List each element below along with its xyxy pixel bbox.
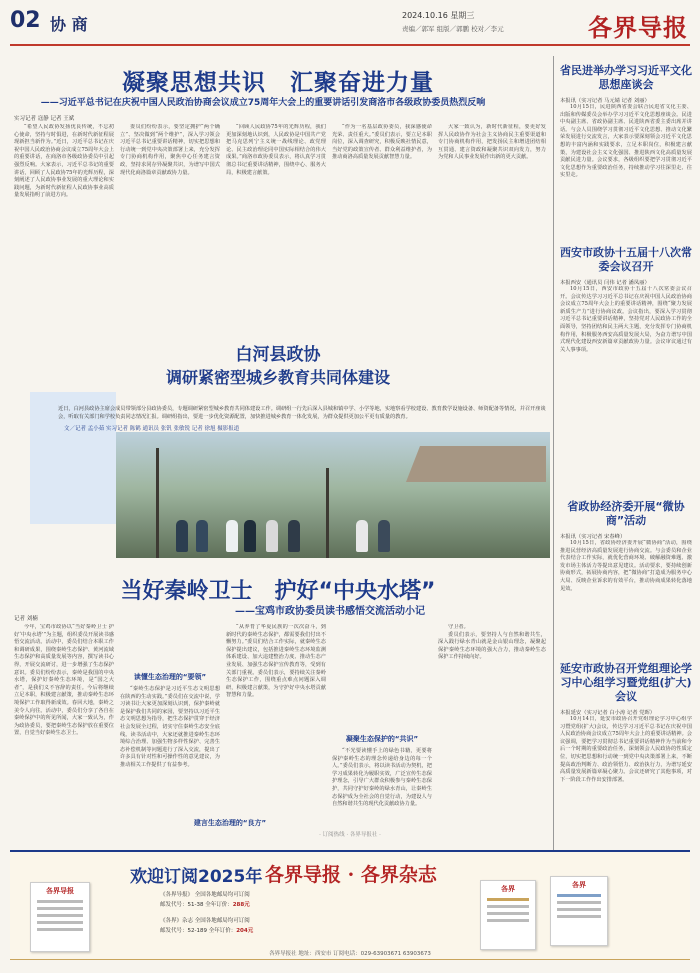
article1-para: “回顾人民政协75年的光辉历程，我们更加深刻地认识到，人民政协是中国共产党把马克思列宁主义统一战线理论、政党理论、民主政治理论同中国实际相结合的伟大成果。”商洛市政协委员表示，将认真学习贯彻总书记重要讲话精神，围绕中心、服务大局，积极建言献策。: [226, 124, 326, 176]
right1-headline: 省民进举办学习习近平文化思想座谈会: [560, 64, 692, 91]
right4-text: 10月14日，延安市政协召开党组理论学习中心组学习暨党组(扩大)会议，传达学习习近平总书记在庆祝中国人民政治协商会议成立75周年大会上的重要讲话精神。会议强调，要把学习贯彻总书记重要讲话精神作为当前和今后一个时期的重要政治任务，深刻领会人民政协的性质定位，切实把思想和行动统一到党中央决策部署上来，不断提高政治判断力、政治领悟力、政治执行力，为谱写延安高质量发展新篇章凝心聚力。会议还研究了其他事项，对下一阶段工作作出安排部署。: [560, 716, 692, 783]
right3-headline: 省政协经济委开展“微协商”活动: [567, 500, 685, 527]
article2-col5: [438, 624, 546, 836]
article2-subhead: 读懂生态治理的“要领”: [133, 673, 207, 681]
baihe-header: [28, 340, 528, 388]
ad-line1: 《各界导报》 全国各地邮局均可订阅: [160, 892, 250, 898]
thumb-title: 各界导报: [46, 886, 74, 895]
article1-subheadline: ——习近平总书记在庆祝中国人民政治协商会议成立75周年大会上的重要讲话引发商洛市各级政协委员热烈反响: [40, 98, 486, 108]
right3-body: [560, 540, 692, 656]
ad-newspaper-thumb: [30, 882, 90, 952]
ad-postal-code: 邮发代号：52-189 全年订价：: [160, 928, 237, 934]
photo-pole: [156, 448, 159, 558]
issue-date: 2024.10.16 星期三: [402, 11, 475, 20]
article2-col2: [120, 624, 220, 836]
right2-body: [560, 286, 692, 494]
right3-text: 10月15日，省政协经济委开展“微协商”活动，围绕推进民营经济高质量发展进行协商交流。与会委员和企业代表结合工作实际，就优化营商环境、破解融资难题、激发市场主体活力等提出意见建议。活动要求，要持续创新协商形式，拓展协商内容，把“微协商”打造成为服务中心大局、反映企业诉求的有效平台，推动协商成果转化落地见效。: [560, 540, 692, 592]
article1-col3: [226, 124, 326, 334]
ad-magazine-thumb: [480, 880, 536, 950]
article2-text: “从养育了华夏民族的一次次奋斗，到新时代的秦岭生态保护，都需要我们付出不懈努力。”委员们结合工作实际，就秦岭生态保护提出建议，包括推进秦岭生态环境监测体系建设、加大违建整治力度、推动生态产业发展、加强生态保护宣传教育等，受到有关部门重视。委员们表示，要持续关注秦岭生态保护工作，围绕重点难点问题深入调研，积极建言献策，为守护好中央水塔贡献智慧和力量。: [226, 624, 326, 699]
article2-col3: [226, 624, 326, 836]
ad-price: 204元: [236, 928, 254, 934]
article1-headline: 凝聚思想共识 汇聚奋进力量: [122, 70, 434, 96]
article1-para: 委员们纷纷表示，要坚定拥护“两个确立”、坚决做到“两个维护”，深入学习领会习近平总书记重要讲话精神，切实把思想和行动统一到党中央决策部署上来，充分发挥专门协商机构作用，聚焦中心任务建言资政，坚持求同存异凝聚共识，为谱写中国式现代化商洛篇章贡献政协力量。: [120, 124, 220, 176]
article2-subhead: 建言生态治理的“良方”: [193, 819, 267, 827]
ad-line2b: [160, 926, 253, 934]
baihe-photo: [116, 432, 550, 558]
photo-person: [176, 520, 188, 552]
right1-text: 10月15日，民进陕西省委会联合民进省文化主委、出版和传媒委员会举办学习习近平文化思想座谈会。民进中央副主席、省政协副主席、民进陕西省委主委出席并讲话。与会人员围绕学习贯彻习近平文化思想、推动文化繁荣发展进行交流发言，大家表示要深刻领会习近平文化思想的丰富内涵和实践要求，立足本职岗位，积极建言献策，为建设社会主义文化强国、推进陕西文化高质量发展贡献民进力量。会议要求，各级组织要把学习贯彻习近平文化思想作为重要政治任务，持续推动学习往深里走、往实里走。: [560, 104, 692, 179]
ad-title: 欢迎订阅2025年: [130, 867, 263, 887]
article2-text: “秦岭生态保护是习近平生态文明思想在陕西的生动实践。”委员们在交流中说，学习读书让大家更加深刻认识到，保护秦岭就是保护我们共同的家园，要坚持以习近平生态文明思想为指导，把生态保护贯穿于经济社会发展全过程，切实守住秦岭生态安全底线。读书活动中，大家还就推进秦岭生态环境综合治理、加强生物多样性保护、完善生态补偿机制等问题进行了深入交流，提出了许多具有针对性和可操作性的意见建议，为推动相关工作提供了有益参考。: [120, 686, 220, 768]
baihe-credit: 文／记者 孟小茹 实习记者 陈鹤 通讯员 张钒 张敏锐 记者 徐旭 摄影报道: [64, 426, 240, 432]
photo-pole: [326, 468, 329, 558]
photo-person: [196, 520, 208, 552]
right3-byline: 本报讯（实习记者 宋春峰）: [560, 534, 626, 540]
article1-col5: [438, 124, 546, 334]
article1-col1: [14, 124, 114, 334]
article2-text: 今年，宝鸡市政协以“当好秦岭卫士 护好‘中央水塔’”为主题，组织委员开展读书感悟交流活动。活动中，委员们结合本职工作和调研成果，围绕秦岭生态保护、黄河流域生态保护和高质量发展等内容，撰写读书心得，开展交流研讨，进一步增强了生态保护意识。委员们纷纷表示，秦岭是我国的中央水塔，保护好秦岭生态环境，是“国之大者”，是我们义不容辞的责任。今后将继续立足本职，积极建言献策，推动秦岭生态环境保护工作取得新成效。春回大地，秦岭之美令人向往。活动中，委员们分享了各自在秦岭保护中的所见所闻，大家一致认为，作为政协委员，要把秦岭生态保护放在重要位置，自觉当好秦岭生态卫士。: [14, 624, 114, 737]
article2-headline: 当好秦岭卫士 护好“中央水塔”: [120, 579, 436, 604]
ad-footer: 各界导报社 地址：西安市 订阅电话：029-63903671 63903673: [269, 951, 431, 957]
right2-text: 10月15日，西安市政协十五届十八次常委会议召开。会议传达学习习近平总书记在庆祝中国人民政治协商会议成立75周年大会上的重要讲话精神，围绕“聚力发展新质生产力”进行协商议政。会议指出，要深入学习贯彻习近平总书记重要讲话精神，坚持党对人民政协工作的全面领导，坚持团结和民主两大主题，充分发挥专门协商机构作用，积极服务西安高质量发展大局，为奋力谱写中国式现代化建设西安新篇章贡献政协力量。会议审议通过有关人事事项。: [560, 286, 692, 353]
ad-top-strip: · 订阅热线 · 各界导报社 ·: [319, 832, 381, 838]
ad-postal-code: 邮发代号：51-38 全年订价：: [160, 902, 233, 908]
ad-line2: 《各界》杂志 全国各地邮局均可订阅: [160, 918, 250, 924]
baihe-title: 白河县政协: [235, 345, 321, 365]
baihe-subtitle: 调研紧密型城乡教育共同体建设: [165, 368, 390, 387]
right2-byline: 本报西安（通讯员 闫伟 记者 潘凤丽）: [560, 280, 650, 286]
article2-byline: 记者 刘楠: [14, 616, 38, 622]
article1-para: “希望人民政协发扬优良传统，不忘初心使命，坚持与时俱进，在新时代新征程展现新担当新作为。”近日，习近平总书记在庆祝中国人民政治协商会议成立75周年大会上的重要讲话，在商洛市各级政协委员中引起强烈反响。大家表示，习近平总书记的重要讲话，回顾了人民政协75年的光辉历程，深刻阐述了人民政协事业发展的重大理论和实践问题，为新时代新征程人民政协事业高质量发展指明了前进方向。: [14, 124, 114, 199]
masthead: [10, 6, 690, 46]
article1-para: “作为一名基层政协委员，我深感使命光荣、责任重大。”委员们表示，要立足本职岗位，深入调查研究，积极反映社情民意，当好党的政策宣传者、群众利益维护者，为推动商洛高质量发展贡献智慧力量。: [332, 124, 432, 161]
column-divider: [553, 56, 554, 911]
article1-col4: [332, 124, 432, 334]
article2-subhead: 凝聚生态保护的“共识”: [345, 735, 419, 743]
photo-person: [356, 520, 368, 552]
newspaper-brand: 各界导报: [588, 13, 688, 42]
thumb-title: 各界: [572, 880, 586, 889]
article2-col4: [332, 624, 432, 836]
article2-col1: [14, 624, 114, 836]
thumb-title: 各界: [501, 884, 515, 893]
article2-text: “不光要读懂手上的绿色书籍，更要将保护秦岭生态的理念传递给身边的每一个人。”委员们表示，将以读书活动为契机，把学习成果转化为履职实效，广泛宣传生态保护理念，引导广大群众积极参与秦岭生态保护，共同守护好秦岭的绿水青山，让秦岭生态保护成为全社会的自觉行动，为建设人与自然和谐共生的现代化贡献政协力量。: [332, 748, 432, 808]
ad-brand: 各界导报 · 各界杂志: [265, 864, 437, 886]
article1-col2: [120, 124, 220, 334]
right4-byline: 本报延安（实习记者 白小涛 记者 党晖）: [560, 710, 656, 716]
photo-person: [226, 520, 238, 552]
article1-byline: 实习记者 寇静 记者 王斌: [14, 116, 75, 122]
photo-person: [244, 520, 256, 552]
article2-text: 委员们表示，要坚持人与自然和谐共生，深入践行绿水青山就是金山银山理念，凝聚起保护秦岭生态环境的强大合力，推动秦岭生态保护工作持续向好。: [438, 631, 546, 661]
photo-building: [406, 446, 546, 482]
article1-para: 大家一致认为，新时代新征程，要更好发挥人民政协作为社会主义协商民主重要渠道和专门协商机构作用，把发扬民主和增进团结相互贯通、建言资政和凝聚共识双向发力，努力为党和人民事业发展作出新的更大贡献。: [438, 124, 546, 161]
photo-person: [378, 520, 390, 552]
subscription-ad: [10, 832, 690, 960]
right1-byline: 本报讯（实习记者 马元婧 记者 刘丽）: [560, 98, 650, 104]
photo-person: [266, 520, 278, 552]
article2-text: 守卫者。: [448, 624, 469, 630]
editor-credits: 责编／郭军 组版／郭鹏 校对／李元: [402, 25, 504, 33]
right4-body: [560, 716, 692, 836]
section-title: 协 商: [50, 15, 88, 34]
ad-line1b: [160, 900, 250, 908]
photo-person: [288, 520, 300, 552]
right1-body: [560, 104, 692, 240]
right2-headline: 西安市政协十五届十八次常委会议召开: [560, 246, 692, 273]
ad-magazine-thumb: [550, 876, 608, 946]
baihe-intro: 近日，白河县政协主席会成员带领部分县政协委员，专题调研紧密型城乡教育共同体建设工作。调研组一行先后深入县城和镇中学、小学等地，实地察看学校建设、教育教学设施设备、师资配备等情况，并召开座谈会，听取有关部门和学校负责同志情况汇报。调研组指出，要进一步优化资源配置，加快推进城乡教育一体化发展，为群众提供更加公平更有质量的教育。: [58, 406, 546, 420]
article2-subheadline: ——宝鸡市政协委员读书感悟交流活动小记: [235, 606, 425, 617]
ad-price: 288元: [232, 902, 250, 908]
page-number: 02: [10, 8, 41, 33]
right4-headline: 延安市政协召开党组理论学习中心组学习暨党组(扩大)会议: [560, 662, 692, 703]
